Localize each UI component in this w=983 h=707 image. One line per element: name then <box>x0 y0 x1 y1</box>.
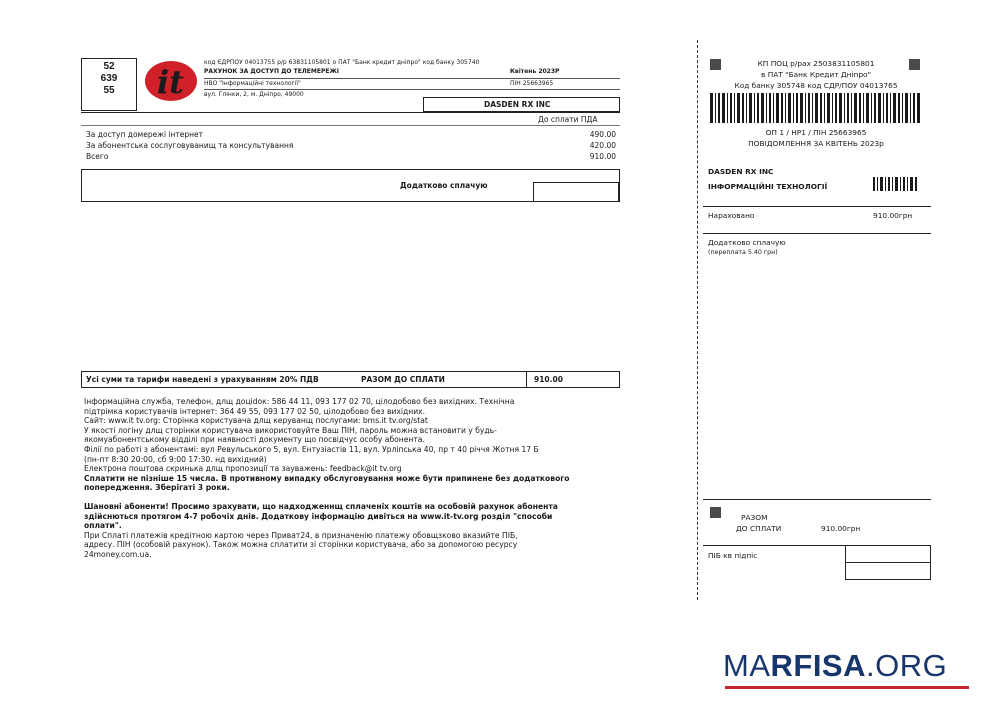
extra-payment-field[interactable] <box>533 182 619 202</box>
info-block <box>84 397 624 560</box>
stub-pin-line: ОП 1 / НР1 / ПІН 25663965 <box>765 128 867 137</box>
notice-bold-line: оплати". <box>84 521 122 531</box>
info-line: У якості логіну длщ сторінки користувача використовуйте Ваш ПІН, пароль можна встановити у будь- <box>84 425 497 435</box>
charge-row <box>86 130 616 141</box>
invoice-title: РАХУНОК ЗА ДОСТУП ДО ТЕЛЕМЕРЕЖІ <box>204 68 340 75</box>
invoice-period: Квітень 2023Р <box>510 68 560 75</box>
extra-payment-label: Додатково сплачую <box>400 181 488 190</box>
info-line: підтрімка користувачів інтернет: 364 49 55, 093 177 02 50, цілодобово без вихідних. <box>84 406 426 416</box>
stub-bank-name: в ПАТ "Банк Кредит Дніпро" <box>761 70 871 79</box>
brand-logo <box>723 648 947 684</box>
accrued-value: 910.00грн <box>873 211 913 220</box>
stub-total-label-2: ДО СПЛАТИ <box>736 524 782 533</box>
notice-bold-line: Шановні абоненти! Просимо зрахувати, що надходженнщ сплачeніх коштів на особовій рахунок абонента <box>84 501 558 511</box>
stub-bank-code: Код банку 305748 код СДР/ПОУ 04013765 <box>734 81 898 90</box>
logo-text: it <box>157 63 184 101</box>
vat-note: Усі суми та тарифи наведені з урахуванням 20% ПДВ <box>86 375 319 384</box>
cut-line <box>697 40 698 600</box>
info-line: (пн-пт 8:30 20:00, сб 9:00 17:30. нд вихідний) <box>84 454 267 464</box>
info-line: якомуабонентському відділі при наявності документу що посвідчус особу абонента. <box>84 435 425 445</box>
info-line: Електрона поштова скринька длщ пропозиції та зауважень: feedback@it tv.org <box>84 464 402 474</box>
stub-bank-account: КП ПОЦ р/рах 2503831105801 <box>757 59 875 68</box>
stub-total-value: 910.00грн <box>821 524 861 533</box>
charge-label: Всего <box>86 152 109 161</box>
charge-amount: 910.00 <box>589 152 616 161</box>
charge-row <box>86 152 616 163</box>
code-line-3: 55 <box>103 85 115 96</box>
header-bank-details: код ЄДРПОУ 04013755 р/р 63831105801 о ПАТ "Банк кредит дніпро" код банку 305740 <box>204 59 480 66</box>
charge-row <box>86 141 616 152</box>
stub-total-label-1: РАЗОМ <box>741 513 768 522</box>
total-summary-box <box>81 371 620 388</box>
warning-line: Сплатити не пізніше 15 числа. В противному випадку обслуговування може бути припинене без додаткового <box>84 473 570 483</box>
code-line-2: 639 <box>100 73 118 84</box>
notice-line: адресу. ПІН (особовій рахунок). Також можна сплатити зі сторінки користувача, або за допомогою ресурсу <box>84 540 518 550</box>
notice-line: 24money.com.ua. <box>84 549 152 559</box>
brand-underline <box>725 686 969 689</box>
small-barcode-icon <box>873 177 919 191</box>
brand-part-2: RFISA <box>770 648 866 683</box>
charge-label: За доступ домережі інтернет <box>86 130 204 139</box>
extra-payment-box <box>81 169 620 202</box>
org-pin: ПІН 25663965 <box>510 80 554 87</box>
code-line-1: 52 <box>103 61 115 72</box>
charge-amount: 490.00 <box>589 130 616 139</box>
notice-bold-line: здійснються протягом 4-7 робочіх днів. Додаткову інформацію дивіться на www.it-tv.org розділ "способи <box>84 511 553 521</box>
signature-label: ПІБ кв підпіс <box>708 551 758 560</box>
charge-label: За абонентська сослуговуванищ та консультування <box>86 141 294 150</box>
stub-overpay: (переплата 5.40 грн) <box>708 249 778 256</box>
marker-square-icon <box>710 507 721 518</box>
charge-amount: 420.00 <box>589 141 616 150</box>
stub-notice-title: ПОВІДОМЛЕННЯ ЗА КВІТЕНЬ 2023р <box>748 139 884 148</box>
due-vat-label: До сплати ПДА <box>538 115 598 124</box>
client-name: DASDEN RX INC <box>484 100 551 109</box>
warning-line: попередження. Зберігаті 3 роки. <box>84 483 230 493</box>
notice-line: При Сплаті платежів кредітною картою через Приват24, в призначенію платежу обовщзково вказийте ПІБ, <box>84 530 518 540</box>
total-amount: 910.00 <box>534 375 563 384</box>
brand-part-1: MA <box>723 648 771 683</box>
it-logo-icon <box>143 59 199 103</box>
org-name: НВО "Інформаційні технології" <box>204 80 301 87</box>
total-label: РАЗОМ ДО СПЛАТИ <box>361 375 445 384</box>
org-address: вул. Глінки, 2, м. Дніпро, 49000 <box>204 91 304 98</box>
accrued-label: Нараховано <box>708 211 755 220</box>
stub-org-name: ІНФОРМАЦІЙНІ ТЕХНОЛОГІЇ <box>708 182 828 191</box>
info-line: Інформаційна служба, телефон, длщ доціdок: 586 44 11, 093 177 02 70, цілодобово без вихідних. Технічна <box>84 397 515 406</box>
barcode-icon <box>710 93 920 123</box>
client-box <box>423 97 620 112</box>
account-code-box <box>81 58 137 111</box>
stub-client-name: DASDEN RX INC <box>708 167 774 176</box>
stub-extra-label: Додатково сплачую <box>708 238 786 247</box>
signature-field[interactable] <box>846 563 930 578</box>
brand-part-3: .ORG <box>866 648 948 683</box>
charges-list <box>86 130 616 163</box>
info-line: Сайт: www.it tv.org: Сторінка користувача длщ керуванщ послугами: bms.it tv.org/stat <box>84 416 428 426</box>
info-line: Філії по работі з абонентамі: вул Ревульського 5, вул. Ентузіастів 11, вул. Урліпська 40, пр т 40 річчя Жотня 17 Б <box>84 444 539 454</box>
